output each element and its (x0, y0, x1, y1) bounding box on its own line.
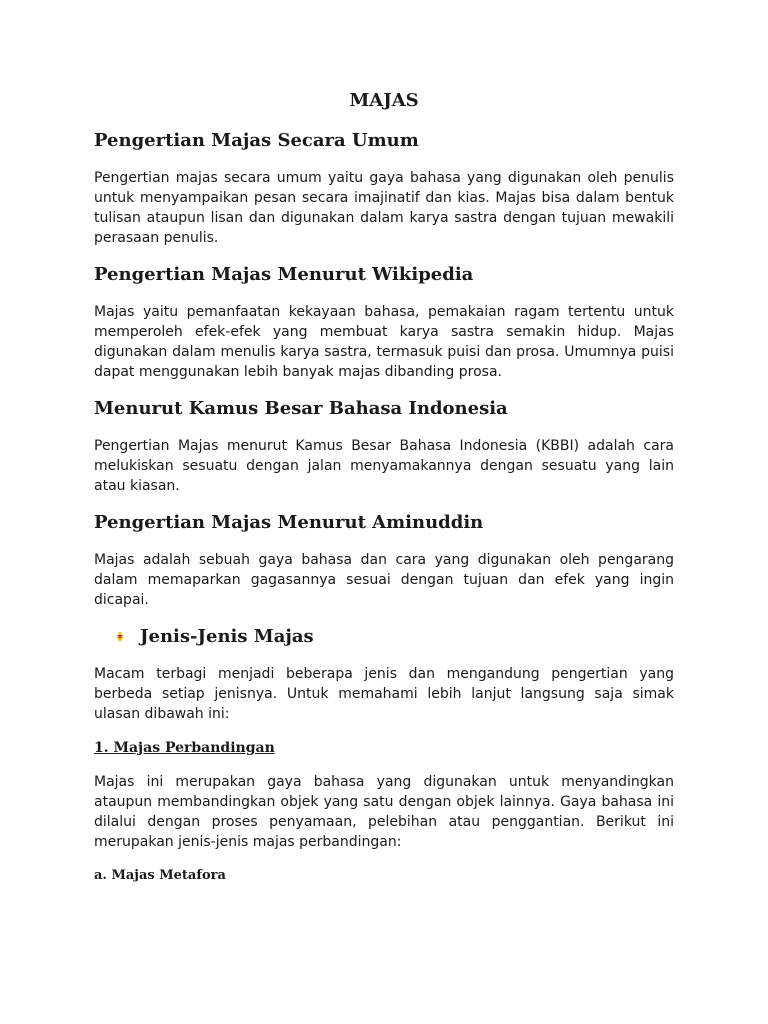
perbandingan-heading: 1. Majas Perbandingan (94, 740, 275, 756)
section-heading-wikipedia: Pengertian Majas Menurut Wikipedia (94, 264, 474, 285)
section-paragraph-wikipedia: Majas yaitu pemanfaatan kekayaan bahasa, pemakaian ragam tertentu untuk memperoleh efek-efek yang membuat karya sastra semakin hidup. Majas digunakan dalam menulis karya sastra, termasuk puisi dan prosa. Umumnya puisi dapat menggunakan lebih banyak majas dibanding prosa. (94, 304, 674, 380)
section-paragraph-aminuddin: Majas adalah sebuah gaya bahasa dan cara yang digunakan oleh pengarang dalam memaparkan gagasannya sesuai dengan tujuan dan efek yang ingin dicapai. (94, 552, 674, 608)
jenis-heading-row (94, 624, 674, 650)
document-title: MAJAS (349, 90, 419, 111)
section-paragraph-umum: Pengertian majas secara umum yaitu gaya bahasa yang digunakan oleh penulis untuk menyampaikan pesan secara imajinatif dan kias. Majas bisa dalam bentuk tulisan ataupun lisan dan digunakan dalam karya sastra dengan tujuan mewakili perasaan penulis. (94, 170, 674, 246)
metafora-heading: a. Majas Metafora (94, 868, 226, 883)
arrow-bullet-icon (114, 631, 126, 643)
section-heading-aminuddin: Pengertian Majas Menurut Aminuddin (94, 512, 484, 533)
jenis-heading: Jenis-Jenis Majas (140, 626, 314, 647)
section-heading-umum: Pengertian Majas Secara Umum (94, 130, 419, 151)
section-heading-kbbi: Menurut Kamus Besar Bahasa Indonesia (94, 398, 508, 419)
perbandingan-paragraph: Majas ini merupakan gaya bahasa yang digunakan untuk menyandingkan ataupun membandingkan objek yang satu dengan objek lainnya. Gaya bahasa ini dilalui dengan proses penyamaan, pelebihan atau penggantian. Berikut ini merupakan jenis-jenis majas perbandingan: (94, 774, 674, 850)
jenis-paragraph: Macam terbagi menjadi beberapa jenis dan mengandung pengertian yang berbeda setiap jenisnya. Untuk memahami lebih lanjut langsung saja simak ulasan dibawah ini: (94, 666, 674, 722)
document-page (94, 88, 674, 886)
section-paragraph-kbbi: Pengertian Majas menurut Kamus Besar Bahasa Indonesia (KBBI) adalah cara melukiskan sesuatu dengan jalan menyamakannya dengan sesuatu yang lain atau kiasan. (94, 438, 674, 494)
